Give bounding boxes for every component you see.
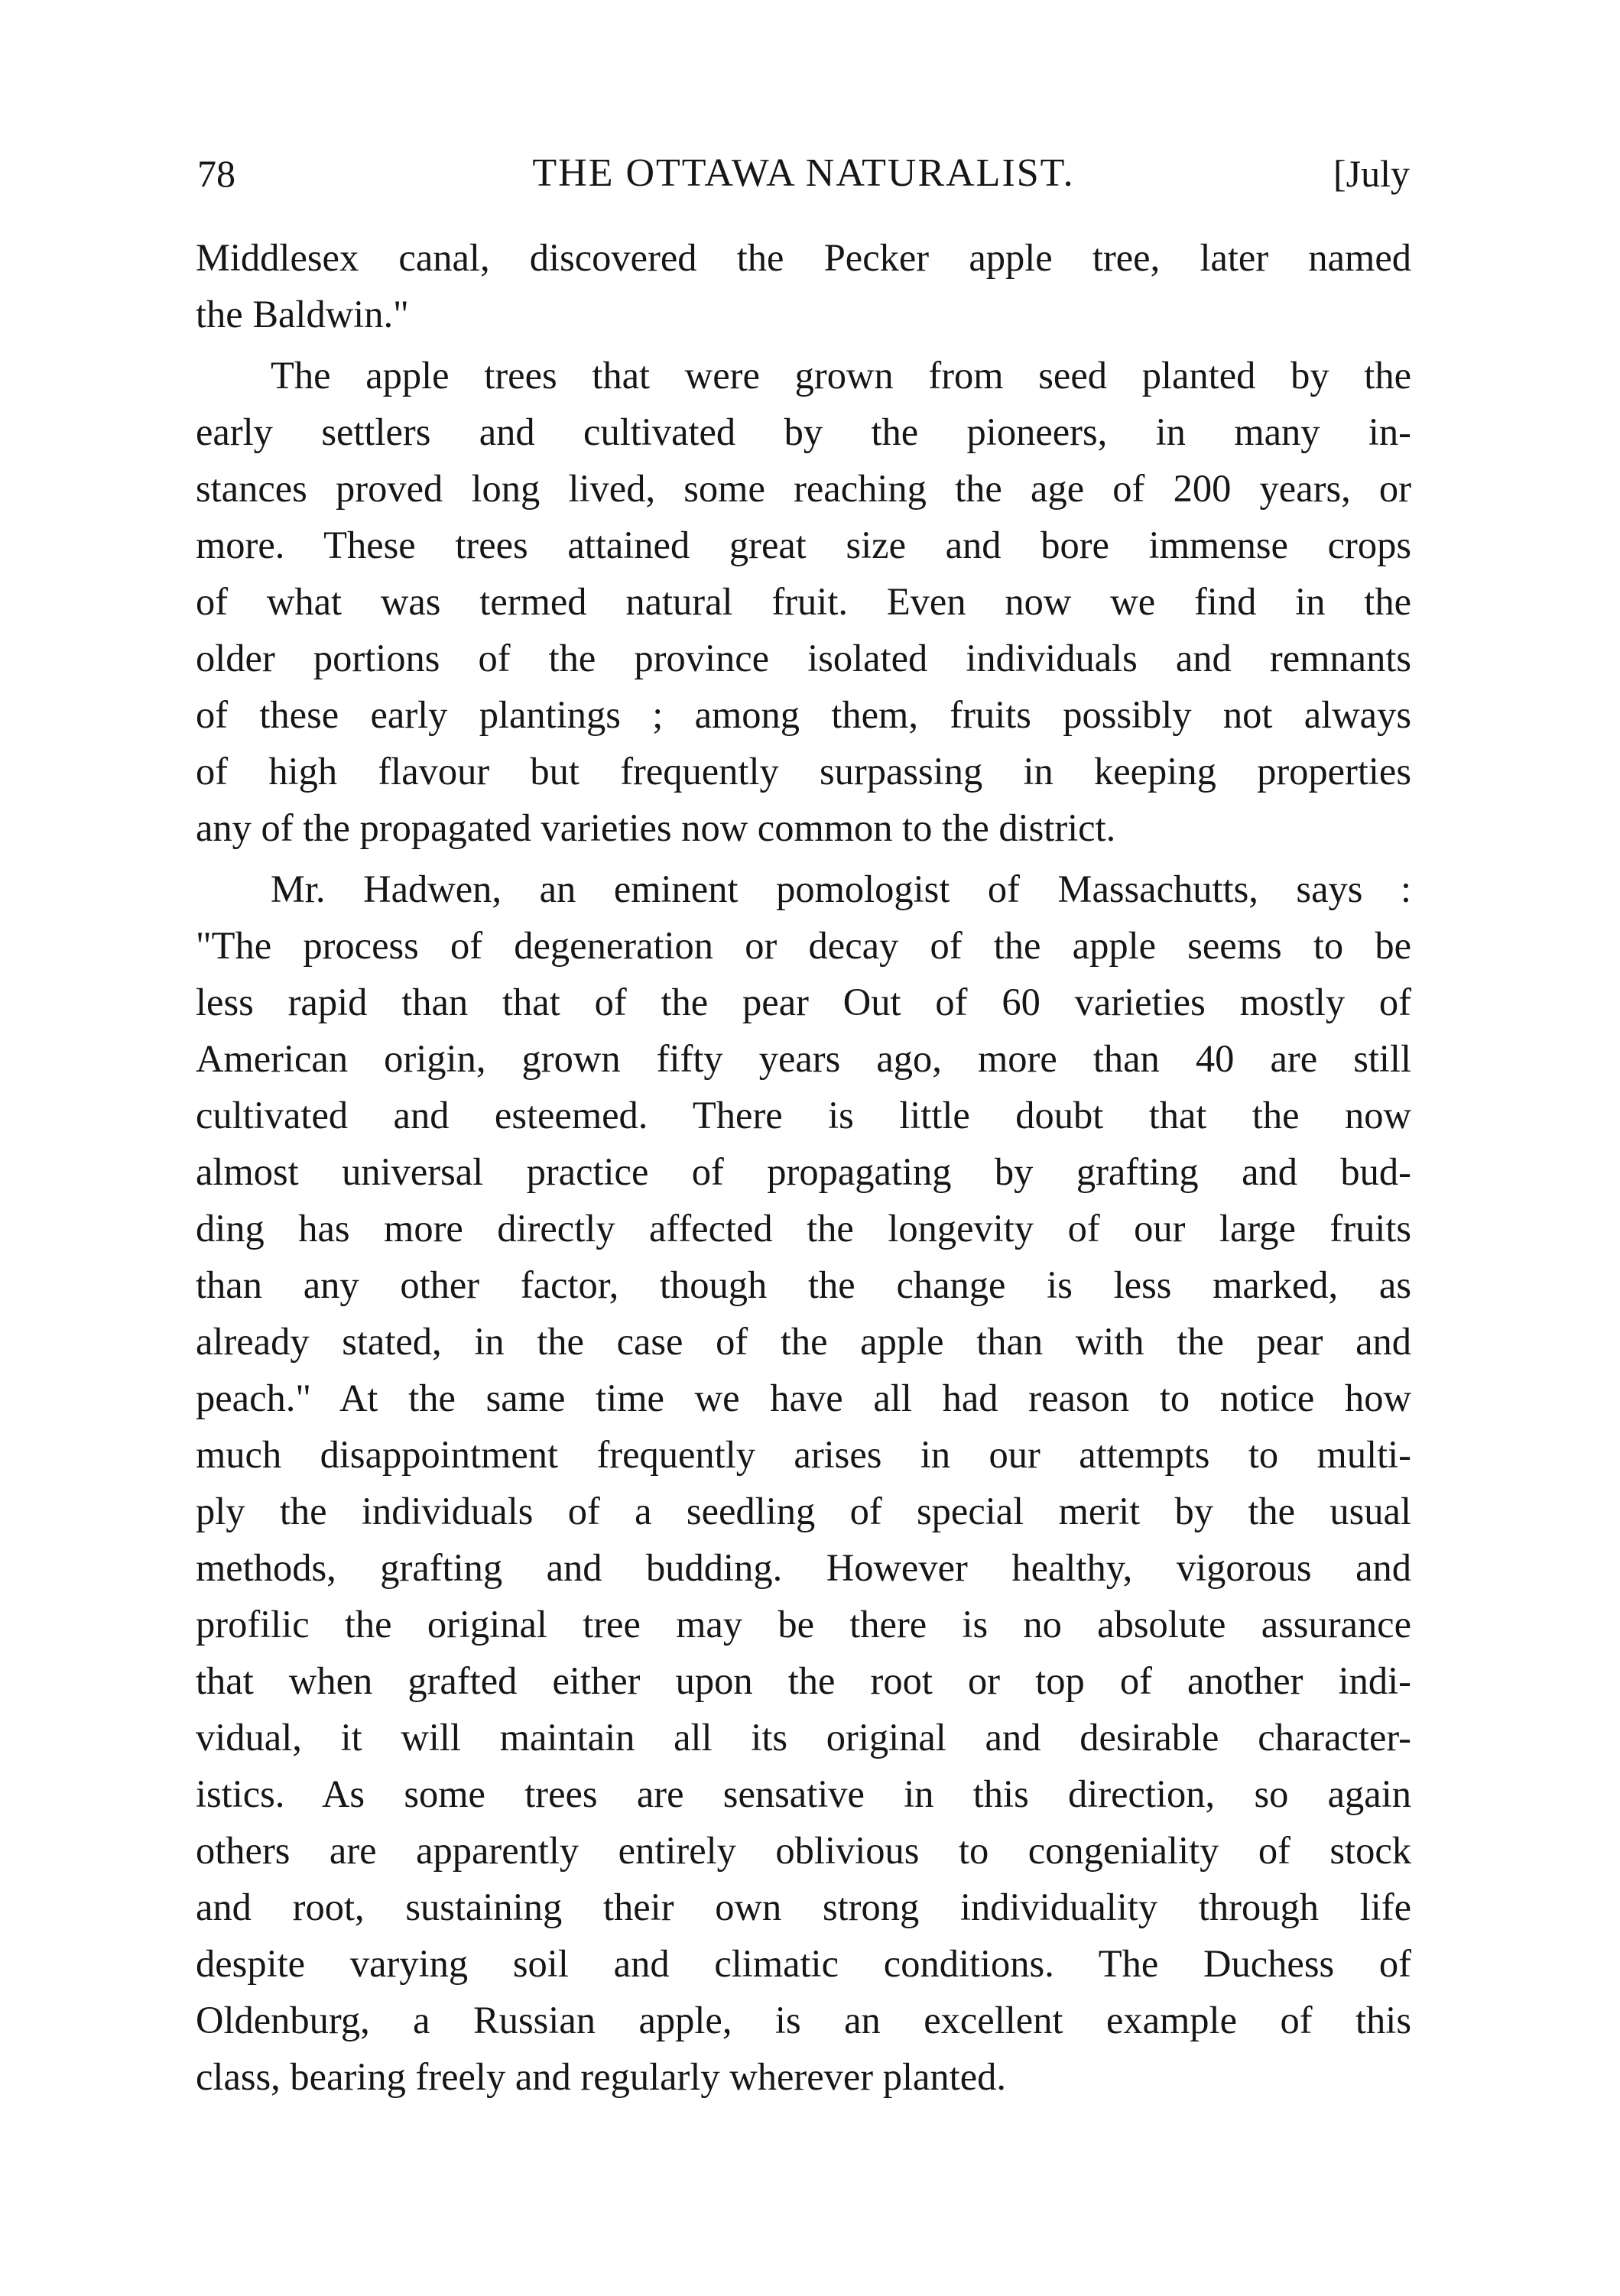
- text-line: already stated, in the case of the apple than with the pear and: [196, 1320, 1411, 1363]
- issue-month: [July: [1333, 152, 1410, 195]
- text-line: that when grafted either upon the root or top of another indi-: [196, 1659, 1411, 1702]
- text-line: less rapid than that of the pear Out of 60 varieties mostly of: [196, 981, 1411, 1023]
- paragraph: [196, 347, 1411, 856]
- text-line: The apple trees that were grown from seed planted by the: [271, 354, 1411, 397]
- text-line: peach." At the same time we have all had reason to notice how: [196, 1377, 1411, 1419]
- text-line: early settlers and cultivated by the pioneers, in many in-: [196, 410, 1411, 453]
- text-line: despite varying soil and climatic conditions. The Duchess of: [196, 1942, 1411, 1985]
- text-line: stances proved long lived, some reaching the age of 200 years, or: [196, 467, 1411, 510]
- text-line: Middlesex canal, discovered the Pecker apple tree, later named: [196, 236, 1411, 279]
- text-line: of high flavour but frequently surpassing in keeping properties: [196, 750, 1411, 793]
- text-line: much disappointment frequently arises in our attempts to multi-: [196, 1433, 1411, 1476]
- paragraph: [196, 229, 1411, 342]
- text-line: cultivated and esteemed. There is little doubt that the now: [196, 1094, 1411, 1137]
- text-line: of these early plantings ; among them, fruits possibly not always: [196, 693, 1411, 736]
- text-line: Oldenburg, a Russian apple, is an excellent example of this: [196, 1999, 1411, 2041]
- text-line: vidual, it will maintain all its original and desirable character-: [196, 1716, 1411, 1759]
- text-line: ply the individuals of a seedling of special merit by the usual: [196, 1490, 1411, 1532]
- text-line: and root, sustaining their own strong individuality through life: [196, 1886, 1411, 1928]
- text-line: methods, grafting and budding. However healthy, vigorous and: [196, 1546, 1411, 1589]
- text-line: the Baldwin.": [196, 293, 409, 336]
- text-line: of what was termed natural fruit. Even now we find in the: [196, 580, 1411, 623]
- text-line: older portions of the province isolated individuals and remnants: [196, 637, 1411, 679]
- text-line: almost universal practice of propagating by grafting and bud-: [196, 1150, 1411, 1193]
- journal-title: THE OTTAWA NATURALIST.: [532, 151, 1075, 195]
- text-line: American origin, grown fifty years ago, more than 40 are still: [196, 1037, 1411, 1080]
- text-line: others are apparently entirely oblivious to congeniality of stock: [196, 1829, 1411, 1872]
- paragraph: [196, 861, 1411, 2105]
- text-line: Mr. Hadwen, an eminent pomologist of Massachutts, says :: [271, 867, 1411, 910]
- body-text: [196, 229, 1411, 2105]
- text-line: profilic the original tree may be there is no absolute assurance: [196, 1603, 1411, 1646]
- text-line: class, bearing freely and regularly wherever planted.: [196, 2055, 1007, 2098]
- text-line: more. These trees attained great size and bore immense crops: [196, 524, 1411, 566]
- text-line: ding has more directly affected the longevity of our large fruits: [196, 1207, 1411, 1250]
- page-number: 78: [197, 152, 235, 195]
- text-line: "The process of degeneration or decay of the apple seems to be: [196, 924, 1411, 967]
- text-line: than any other factor, though the change is less marked, as: [196, 1263, 1411, 1306]
- text-line: any of the propagated varieties now common to the district.: [196, 806, 1116, 849]
- text-line: istics. As some trees are sensative in this direction, so again: [196, 1772, 1411, 1815]
- running-header: [197, 147, 1410, 200]
